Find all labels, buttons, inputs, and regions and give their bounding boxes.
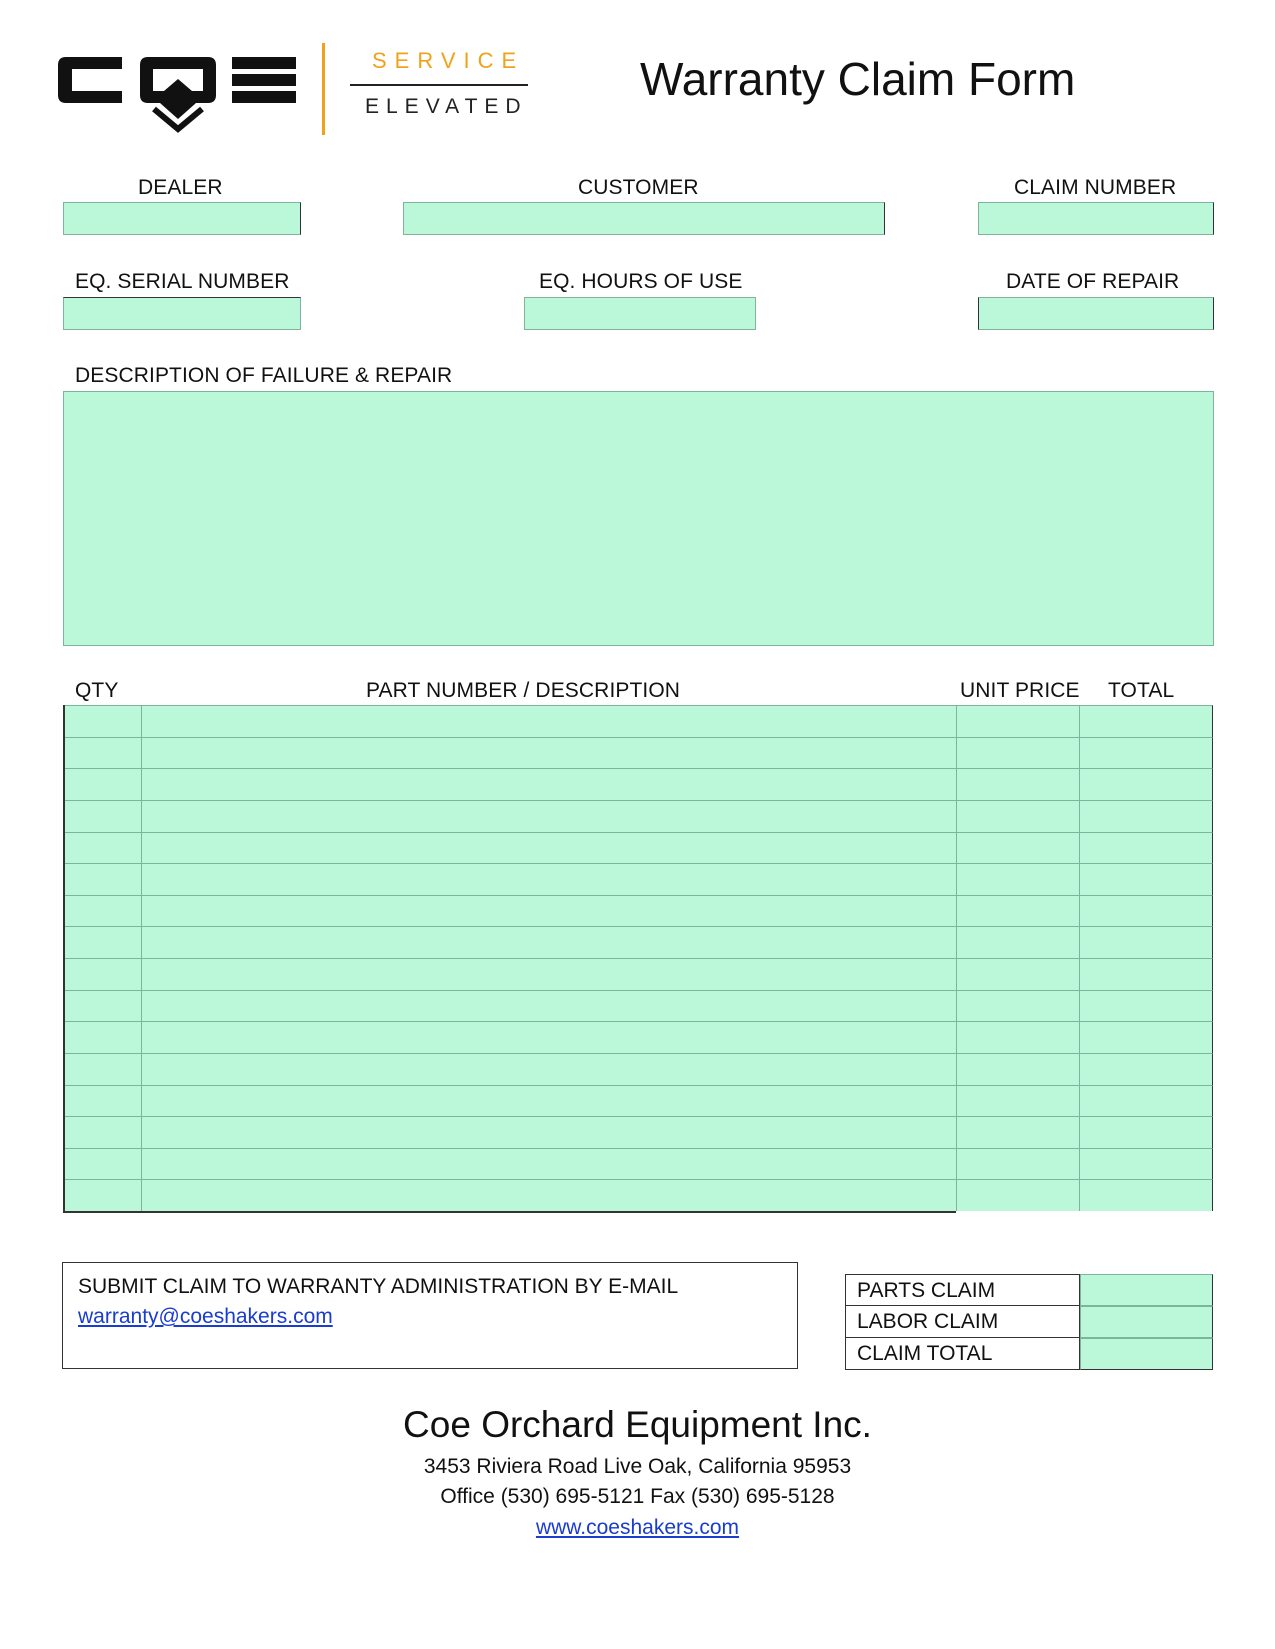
qty-cell[interactable] xyxy=(63,895,141,927)
part-description-cell[interactable] xyxy=(141,1116,956,1148)
labor-claim-label: LABOR CLAIM xyxy=(845,1306,1080,1338)
total-cell[interactable] xyxy=(1079,1116,1213,1148)
qty-cell[interactable] xyxy=(63,737,141,769)
qty-cell[interactable] xyxy=(63,926,141,958)
claim-number-label: CLAIM NUMBER xyxy=(1014,176,1177,199)
total-cell[interactable] xyxy=(1079,1021,1213,1053)
date-of-repair-field[interactable] xyxy=(978,297,1214,330)
total-cell[interactable] xyxy=(1079,990,1213,1022)
total-cell[interactable] xyxy=(1079,768,1213,800)
table-row xyxy=(63,737,1213,769)
table-row xyxy=(63,990,1213,1022)
table-row xyxy=(63,768,1213,800)
claim-total-field[interactable] xyxy=(1080,1338,1213,1370)
part-description-cell[interactable] xyxy=(141,768,956,800)
dealer-label: DEALER xyxy=(138,176,223,199)
table-row xyxy=(63,926,1213,958)
coe-logo-mark xyxy=(58,57,298,133)
serial-number-label: EQ. SERIAL NUMBER xyxy=(75,270,290,293)
logo-tagline-elevated: ELEVATED xyxy=(365,95,528,118)
unit-price-cell[interactable] xyxy=(956,1053,1079,1085)
qty-cell[interactable] xyxy=(63,1053,141,1085)
parts-table xyxy=(63,705,1213,1211)
page-title: Warranty Claim Form xyxy=(640,53,1076,105)
part-description-cell[interactable] xyxy=(141,1179,956,1211)
total-cell[interactable] xyxy=(1079,737,1213,769)
total-cell[interactable] xyxy=(1079,926,1213,958)
total-cell[interactable] xyxy=(1079,1085,1213,1117)
claim-number-field[interactable] xyxy=(978,202,1214,235)
total-cell[interactable] xyxy=(1079,1179,1213,1211)
unit-price-cell[interactable] xyxy=(956,1085,1079,1117)
total-cell[interactable] xyxy=(1079,895,1213,927)
company-name: Coe Orchard Equipment Inc. xyxy=(403,1404,872,1445)
dealer-field[interactable] xyxy=(63,202,301,235)
part-description-header: PART NUMBER / DESCRIPTION xyxy=(366,679,681,702)
total-cell[interactable] xyxy=(1079,863,1213,895)
total-header: TOTAL xyxy=(1108,679,1175,702)
labor-claim-field[interactable] xyxy=(1080,1306,1213,1338)
table-row xyxy=(63,705,1213,737)
total-cell[interactable] xyxy=(1079,705,1213,737)
unit-price-cell[interactable] xyxy=(956,895,1079,927)
part-description-cell[interactable] xyxy=(141,958,956,990)
total-cell[interactable] xyxy=(1079,832,1213,864)
hours-of-use-field[interactable] xyxy=(524,297,756,330)
part-description-cell[interactable] xyxy=(141,1053,956,1085)
claim-total-label: CLAIM TOTAL xyxy=(845,1338,1080,1370)
qty-cell[interactable] xyxy=(63,832,141,864)
part-description-cell[interactable] xyxy=(141,895,956,927)
qty-cell[interactable] xyxy=(63,800,141,832)
table-row xyxy=(63,1085,1213,1117)
hours-of-use-label: EQ. HOURS OF USE xyxy=(539,270,743,293)
claim-totals-table xyxy=(845,1274,1213,1370)
date-of-repair-label: DATE OF REPAIR xyxy=(1006,270,1180,293)
table-row xyxy=(63,1021,1213,1053)
labor-claim-row xyxy=(845,1306,1213,1338)
table-row xyxy=(63,895,1213,927)
qty-cell[interactable] xyxy=(63,1116,141,1148)
unit-price-cell[interactable] xyxy=(956,958,1079,990)
qty-cell[interactable] xyxy=(63,705,141,737)
serial-number-field[interactable] xyxy=(63,297,301,330)
part-description-cell[interactable] xyxy=(141,800,956,832)
part-description-cell[interactable] xyxy=(141,832,956,864)
parts-table-border xyxy=(63,1211,956,1213)
unit-price-cell[interactable] xyxy=(956,1021,1079,1053)
parts-claim-label: PARTS CLAIM xyxy=(845,1274,1080,1306)
logo-divider xyxy=(322,43,325,135)
qty-cell[interactable] xyxy=(63,1148,141,1180)
table-row xyxy=(63,800,1213,832)
part-description-cell[interactable] xyxy=(141,990,956,1022)
qty-header: QTY xyxy=(75,679,119,702)
total-cell[interactable] xyxy=(1079,1148,1213,1180)
part-description-cell[interactable] xyxy=(141,926,956,958)
claim-total-row xyxy=(845,1338,1213,1370)
unit-price-cell[interactable] xyxy=(956,863,1079,895)
warranty-email-link[interactable]: warranty@coeshakers.com xyxy=(78,1305,333,1328)
part-description-cell[interactable] xyxy=(141,1148,956,1180)
qty-cell[interactable] xyxy=(63,1021,141,1053)
unit-price-cell[interactable] xyxy=(956,737,1079,769)
qty-cell[interactable] xyxy=(63,990,141,1022)
qty-cell[interactable] xyxy=(63,1179,141,1211)
unit-price-cell[interactable] xyxy=(956,768,1079,800)
total-cell[interactable] xyxy=(1079,800,1213,832)
parts-table-border xyxy=(63,705,65,1212)
unit-price-cell[interactable] xyxy=(956,800,1079,832)
unit-price-header: UNIT PRICE xyxy=(960,679,1080,702)
customer-label: CUSTOMER xyxy=(578,176,699,199)
parts-claim-field[interactable] xyxy=(1080,1274,1213,1306)
company-address: 3453 Riviera Road Live Oak, California 95953 xyxy=(423,1455,852,1478)
unit-price-cell[interactable] xyxy=(956,832,1079,864)
table-row xyxy=(63,1053,1213,1085)
table-row xyxy=(63,832,1213,864)
part-description-cell[interactable] xyxy=(141,705,956,737)
qty-cell[interactable] xyxy=(63,768,141,800)
table-row xyxy=(63,1148,1213,1180)
part-description-cell[interactable] xyxy=(141,863,956,895)
total-cell[interactable] xyxy=(1079,958,1213,990)
company-website-link[interactable]: www.coeshakers.com xyxy=(535,1516,740,1539)
website-line xyxy=(0,1516,1275,1540)
part-description-cell[interactable] xyxy=(141,1021,956,1053)
description-label: DESCRIPTION OF FAILURE & REPAIR xyxy=(75,364,453,387)
unit-price-cell[interactable] xyxy=(956,1148,1079,1180)
table-row xyxy=(63,958,1213,990)
table-row xyxy=(63,1179,1213,1211)
unit-price-cell[interactable] xyxy=(956,990,1079,1022)
unit-price-cell[interactable] xyxy=(956,1179,1079,1211)
logo-tagline-service: SERVICE xyxy=(372,48,525,73)
qty-cell[interactable] xyxy=(63,863,141,895)
customer-field[interactable] xyxy=(403,202,885,235)
unit-price-cell[interactable] xyxy=(956,705,1079,737)
description-field[interactable] xyxy=(63,391,1214,646)
coe-logo xyxy=(58,57,298,138)
parts-claim-row xyxy=(845,1274,1213,1306)
part-description-cell[interactable] xyxy=(141,1085,956,1117)
table-row xyxy=(63,863,1213,895)
qty-cell[interactable] xyxy=(63,1085,141,1117)
part-description-cell[interactable] xyxy=(141,737,956,769)
table-row xyxy=(63,1116,1213,1148)
unit-price-cell[interactable] xyxy=(956,1116,1079,1148)
logo-tagline-rule xyxy=(350,84,528,86)
unit-price-cell[interactable] xyxy=(956,926,1079,958)
qty-cell[interactable] xyxy=(63,958,141,990)
submit-instructions: SUBMIT CLAIM TO WARRANTY ADMINISTRATION BY E-MAIL xyxy=(78,1275,679,1298)
company-phone: Office (530) 695-5121 Fax (530) 695-5128 xyxy=(440,1485,835,1508)
total-cell[interactable] xyxy=(1079,1053,1213,1085)
